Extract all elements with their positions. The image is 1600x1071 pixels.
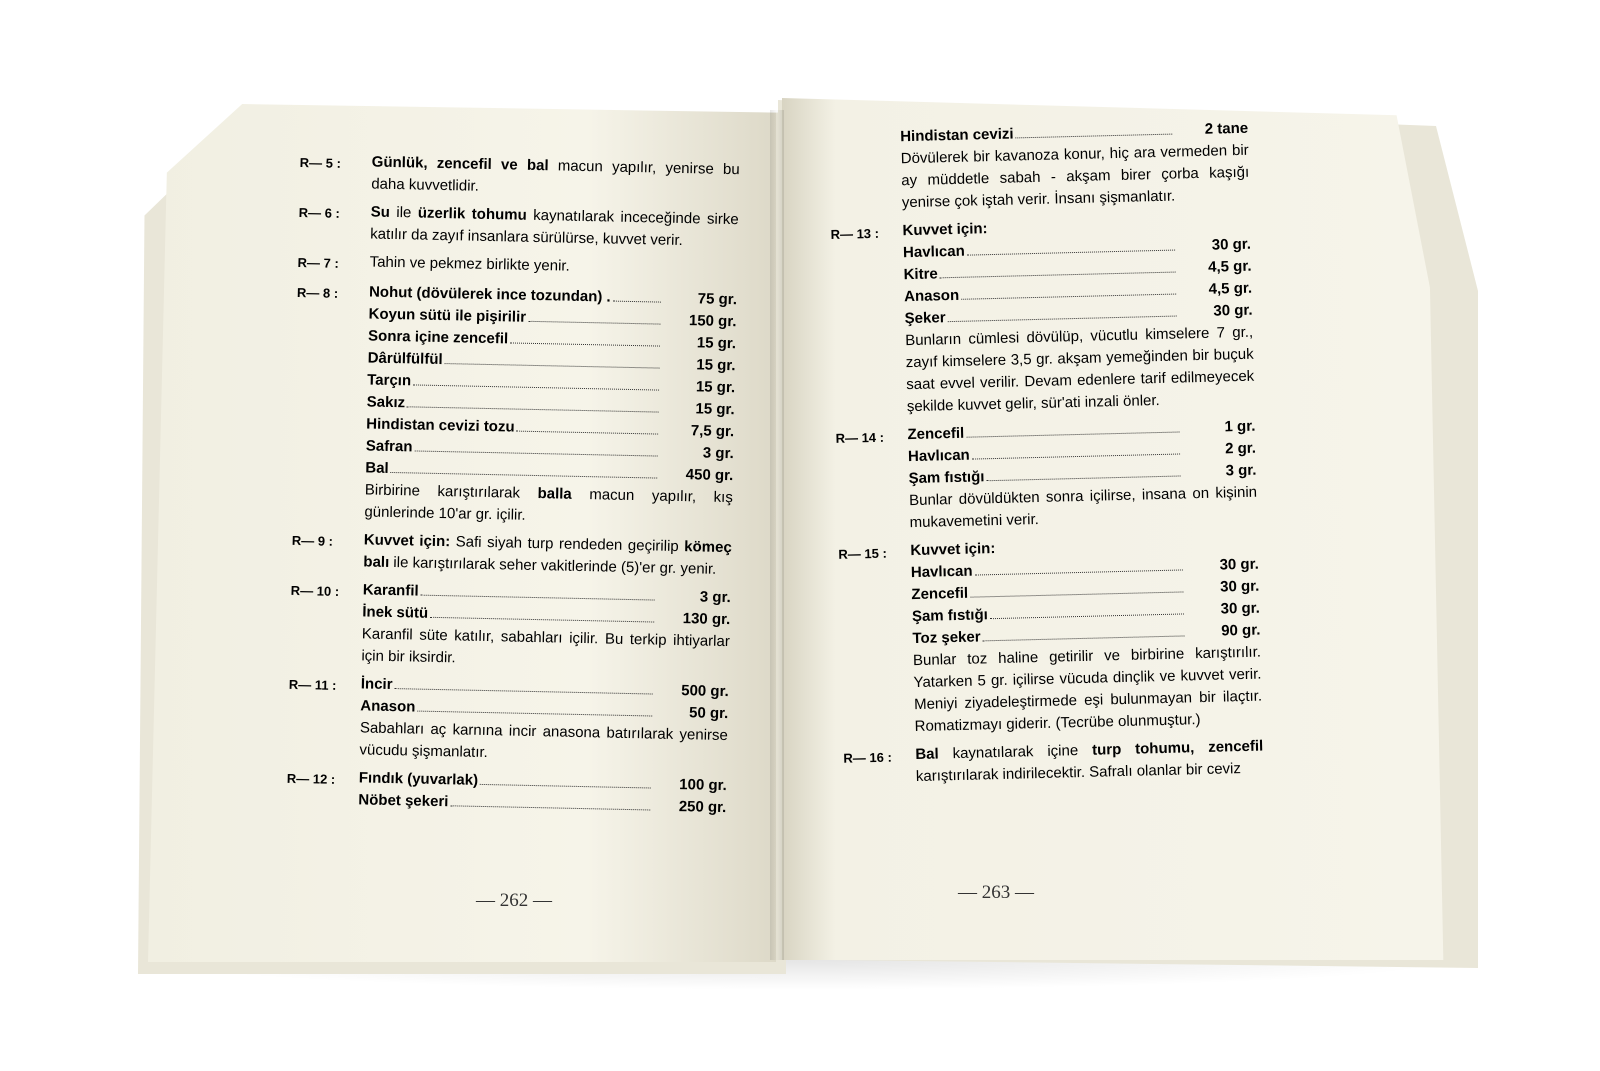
recipe-text	[361, 623, 730, 675]
ingredient-quantity: 3 gr.	[702, 444, 734, 463]
plain-text: kaynatılarak içine	[938, 741, 1093, 763]
recipe-body	[369, 251, 737, 283]
bold-text: üzerlik tohumu	[417, 204, 527, 224]
recipe-body	[358, 767, 727, 819]
ingredient-name: Havlıcan	[902, 242, 965, 262]
leader-dots	[421, 595, 655, 601]
leader-dots	[407, 406, 659, 412]
recipe-entry	[838, 532, 1263, 740]
plain-text: Sabahları aç karnına incir anasona batırılarak yenirse vücudu şişmanlatır.	[359, 719, 729, 762]
ingredient-name: Safran	[365, 437, 413, 456]
recipe-body	[900, 118, 1250, 214]
recipe-body	[907, 416, 1258, 534]
leader-dots	[445, 363, 660, 369]
left-page-text	[286, 150, 740, 825]
ingredient-quantity: 7,5 gr.	[690, 422, 735, 441]
ingredient-name: Dârülfülfül	[367, 349, 443, 369]
recipe-entry	[835, 416, 1258, 536]
bold-text: Bal	[915, 745, 939, 764]
ingredient-name: İncir	[360, 675, 393, 694]
ingredient-quantity: 2 tane	[1204, 119, 1249, 138]
ingredient-name: Şeker	[904, 309, 946, 328]
ingredient-name: Anason	[903, 286, 960, 306]
plain-text: Dövülerek bir kavanoza konur, hiç ara vermeden bir ay müddetle sabah - akşam birer çorba kaşığı yenirse çok iştah verir. İnsanı şişmanlatır.	[900, 141, 1250, 212]
leader-dots	[430, 617, 654, 623]
ingredient-quantity: 15 gr.	[696, 334, 737, 353]
leader-dots	[967, 250, 1175, 256]
recipe-body	[915, 736, 1264, 788]
recipe-number: R— 9 :	[291, 532, 334, 549]
leader-dots	[517, 431, 659, 435]
recipe-text	[905, 322, 1255, 418]
recipe-entry	[291, 528, 732, 581]
ingredient-quantity: 15 gr.	[695, 400, 735, 419]
recipe-text	[915, 736, 1264, 788]
plain-text: Birbirine karıştırılarak	[364, 481, 538, 503]
bold-text: Günlük, zencefil ve bal	[371, 153, 549, 175]
recipe-body	[361, 579, 731, 675]
ingredient-name: Tarçın	[367, 371, 412, 390]
recipe-body	[910, 532, 1263, 738]
ingredient-name: Nöbet şekeri	[358, 791, 449, 811]
ingredient-quantity: 30 gr.	[1220, 599, 1261, 618]
ingredient-quantity: 90 gr.	[1220, 621, 1261, 640]
leader-dots	[972, 453, 1180, 459]
leader-dots	[966, 432, 1179, 438]
recipe-heading: Kuvvet için:	[902, 220, 988, 240]
recipe-number: R— 16 :	[843, 749, 892, 766]
book-spine	[770, 110, 784, 960]
recipe-text	[359, 717, 728, 769]
ingredient-quantity: 250 gr.	[678, 798, 727, 817]
leader-dots	[970, 591, 1183, 597]
recipe-text	[369, 251, 737, 281]
plain-text: Bunlar toz haline getirilir ve birbirine karıştırılır. Yatarken 5 gr. içilirse vücuda dinçlik ve kuvvet verir. Meniyi ziyadeleştirmede eşi bulunmayan bir ilaçtır. Romatizmayı giderir. (Tecrübe olunmuştur.)	[912, 643, 1263, 736]
leader-dots	[940, 272, 1176, 279]
recipe-entry	[299, 150, 740, 203]
recipe-text	[364, 479, 733, 531]
ingredient-quantity: 2 gr.	[1224, 439, 1257, 458]
leader-dots	[528, 321, 660, 325]
recipe-body	[902, 212, 1255, 418]
leader-dots	[394, 688, 652, 694]
ingredient-quantity: 50 gr.	[688, 704, 729, 723]
ingredient-name: Zencefil	[907, 424, 965, 444]
ingredient-quantity: 100 gr.	[679, 776, 727, 795]
plain-text: ile	[389, 203, 418, 222]
recipe-entry	[286, 766, 727, 819]
ingredient-quantity: 3 gr.	[699, 588, 731, 607]
recipe-number: R— 14 :	[835, 429, 885, 446]
plain-text: Bunlar dövüldükten sonra içilirse, insana on kişinin mukavemetini verir.	[908, 483, 1258, 532]
ingredient-name: Fındık (yuvarlak)	[358, 769, 479, 789]
recipe-number: R— 10 :	[290, 582, 340, 599]
plain-text: Bunların cümlesi dövülüp, vücutlu kimselere 7 gr., zayıf kimselere 3,5 gr. akşam yemeğinden bir buçuk saat evvel verilir. Devam edenlere tarif edilmeyecek şekilde kuvvet gelir, sür'ati inzali önler.	[905, 323, 1255, 416]
ingredient-quantity: 30 gr.	[1211, 235, 1252, 254]
plain-text: Safi siyah turp rendeden geçirilip	[450, 533, 685, 556]
plain-text: ile karıştırılarak seher vakitlerinde (5)'er gr. yenir.	[389, 553, 717, 578]
recipe-number: R— 15 :	[838, 545, 887, 562]
recipe-body	[370, 201, 739, 253]
ingredient-quantity: 15 gr.	[696, 356, 736, 375]
recipe-number	[828, 126, 902, 216]
recipe-number: R— 8 :	[296, 284, 339, 301]
ingredient-quantity: 1 gr.	[1224, 417, 1256, 436]
recipe-number: R— 13 :	[830, 225, 880, 242]
recipe-entry	[828, 118, 1250, 216]
recipe-number: R— 12 :	[286, 770, 336, 787]
recipe-text	[901, 140, 1251, 214]
ingredient-quantity: 30 gr.	[1219, 577, 1260, 596]
recipe-text	[913, 642, 1263, 738]
recipe-body	[364, 281, 737, 531]
page-number-right: — 263 —	[958, 882, 1034, 903]
leader-dots	[391, 472, 658, 479]
bold-text: Su	[370, 203, 391, 221]
recipe-entry	[830, 212, 1255, 420]
recipe-entry	[292, 280, 737, 531]
ingredient-quantity: 30 gr.	[1219, 555, 1259, 574]
ingredient-quantity: 450 gr.	[685, 466, 734, 485]
plain-text: Karanfil süte katılır, sabahları içilir. Bu terkip ihtiyarlar için bir iksirdir.	[361, 625, 730, 667]
ingredient-quantity: 150 gr.	[688, 312, 737, 331]
plain-text: macun yapılır, yenirse bu daha kuvvetlidir.	[371, 157, 740, 195]
ingredient-name: Zencefil	[911, 584, 969, 604]
ingredient-quantity: 130 gr.	[682, 610, 731, 629]
leader-dots	[413, 384, 659, 390]
ingredient-name: Anason	[360, 697, 416, 716]
ingredient-name: Havlıcan	[907, 446, 970, 466]
ingredient-quantity: 15 gr.	[695, 378, 736, 397]
ingredient-name: Hindistan cevizi tozu	[366, 415, 515, 436]
recipe-text	[909, 482, 1258, 534]
ingredient-name: Havlıcan	[910, 562, 973, 582]
ingredient-quantity: 75 gr.	[697, 290, 738, 309]
leader-dots	[987, 475, 1181, 481]
recipe-entry	[843, 736, 1264, 790]
ingredient-quantity: 500 gr.	[681, 682, 729, 701]
leader-dots	[975, 569, 1183, 575]
ingredient-name: Şam fıstığı	[911, 606, 989, 626]
plain-text: macun yapılır, kış günlerinde 10'ar gr. içilir.	[364, 485, 733, 524]
recipe-entry	[287, 672, 729, 769]
ingredient-name: Karanfil	[362, 581, 419, 600]
ingredient-name: Toz şeker	[912, 628, 981, 648]
plain-text: kaynatılarak inceceğinde sirke katılır da zayıf insanlara sürülürse, kuvvet verir.	[370, 206, 739, 250]
leader-dots	[1016, 134, 1173, 139]
page-number-left: — 262 —	[476, 890, 552, 911]
ingredient-name: Sonra içine zencefil	[367, 327, 509, 348]
recipe-number: R— 11 :	[288, 676, 337, 693]
ingredient-quantity: 4,5 gr.	[1207, 257, 1252, 276]
bold-text: Kuvvet için:	[363, 531, 451, 551]
recipe-entry	[289, 578, 731, 675]
recipe-heading: Kuvvet için:	[910, 540, 996, 560]
leader-dots	[983, 635, 1185, 641]
leader-dots	[510, 342, 660, 346]
recipe-number: R— 7 :	[297, 254, 339, 271]
bold-text: kömeç balı	[363, 538, 732, 571]
ingredient-name: Sakız	[366, 393, 406, 412]
ingredient-name: İnek sütü	[362, 603, 429, 622]
ingredient-quantity: 4,5 gr.	[1208, 279, 1253, 298]
ingredient-quantity: 3 gr.	[1225, 461, 1257, 480]
leader-dots	[990, 613, 1184, 619]
leader-dots	[613, 301, 661, 303]
recipe-number: R— 5 :	[299, 154, 342, 171]
right-page-text	[828, 118, 1264, 796]
recipe-text	[363, 529, 732, 581]
ingredient-name: Şam fıstığı	[908, 468, 985, 488]
bold-text: balla	[537, 485, 572, 503]
recipe-number: R— 6 :	[298, 204, 341, 221]
ingredient-name: Bal	[365, 459, 389, 477]
recipe-body	[359, 673, 729, 769]
plain-text: Tahin ve pekmez birlikte yenir.	[369, 253, 570, 275]
plain-text: karıştırılarak indirilecektir. Safralı olanlar bir ceviz	[915, 760, 1242, 786]
leader-dots	[417, 711, 652, 717]
ingredient-name: Hindistan cevizi	[900, 125, 1014, 146]
ingredient-quantity: 30 gr.	[1213, 301, 1253, 320]
ingredient-name: Koyun sütü ile pişirilir	[368, 305, 527, 326]
leader-dots	[948, 316, 1177, 323]
recipe-body	[371, 152, 740, 204]
bold-text: turp tohumu, zencefil	[1091, 737, 1264, 759]
recipe-text	[371, 152, 740, 204]
ingredient-name: Nohut (dövülerek ince tozundan) .	[368, 283, 611, 306]
leader-dots	[450, 805, 650, 810]
leader-dots	[480, 784, 651, 789]
recipe-text	[370, 201, 739, 253]
leader-dots	[414, 450, 657, 456]
recipe-entry	[298, 200, 739, 253]
recipe-body	[363, 529, 732, 581]
recipe-entry	[297, 250, 737, 283]
leader-dots	[961, 294, 1176, 300]
ingredient-name: Kitre	[903, 265, 938, 284]
